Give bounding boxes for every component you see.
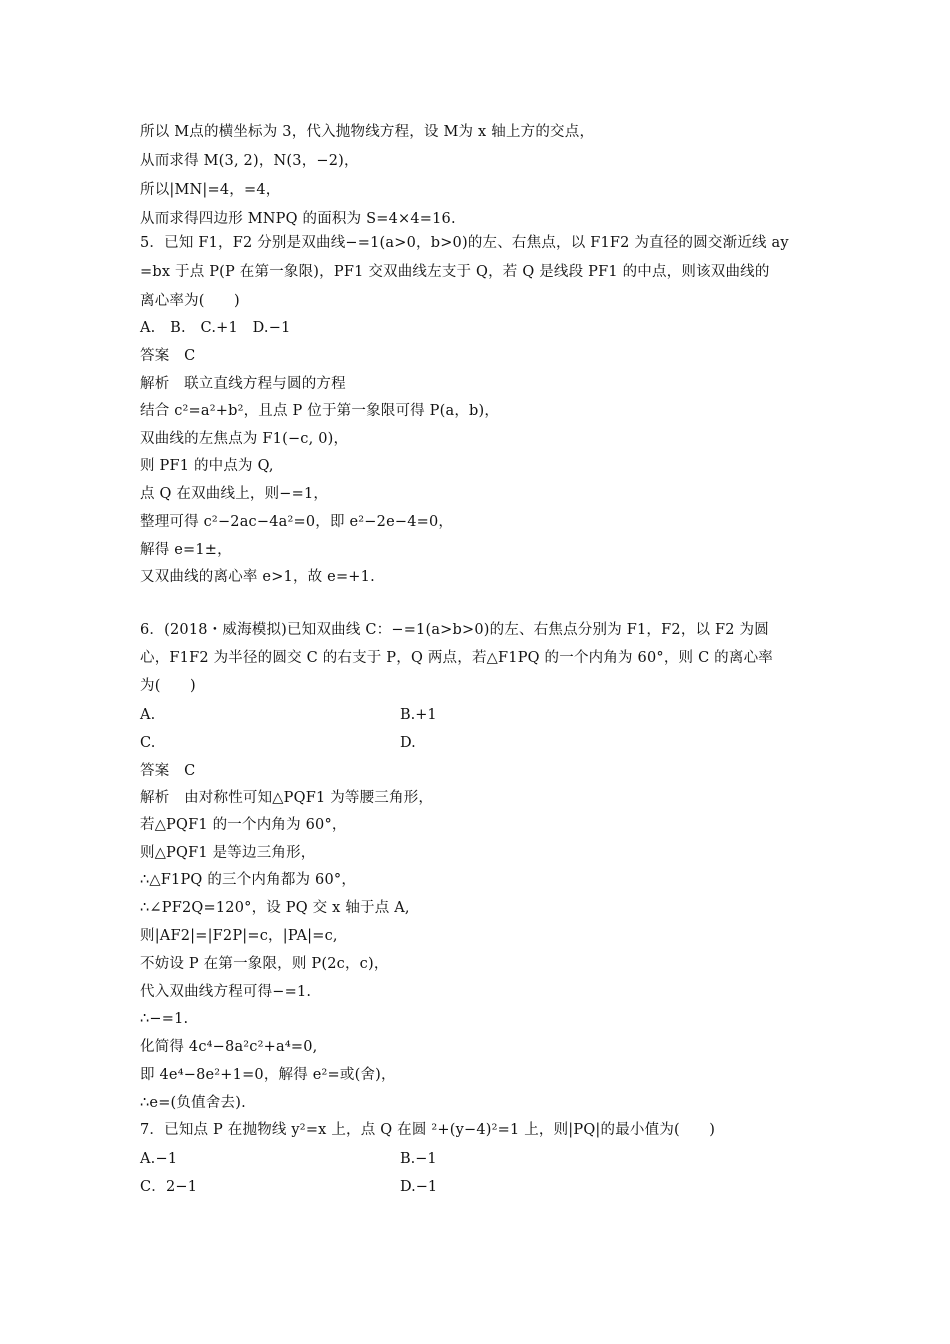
text-line: 双曲线的左焦点为 F1(−c, 0)， <box>140 431 349 447</box>
text-line: ∴−=1. <box>140 1011 189 1027</box>
text-line: 则△PQF1 是等边三角形， <box>140 845 316 861</box>
option-a: A. <box>140 707 156 723</box>
text-line: 从而求得四边形 MNPQ 的面积为 S=4×4=16. <box>140 211 456 227</box>
text-line: ∴e=(负值舍去). <box>140 1095 246 1111</box>
question-6-line: 6．(2018・威海模拟)已知双曲线 C：−=1(a>b>0)的左、右焦点分别为 F1，F2，以 F2 为圆 <box>140 622 769 638</box>
text-line: 即 4e⁴−8e²+1=0，解得 e²=或(舍)， <box>140 1067 396 1083</box>
option-b: B.−1 <box>400 1151 437 1167</box>
analysis-line: 解析 联立直线方程与圆的方程 <box>140 376 346 392</box>
question-7-line: 7．已知点 P 在抛物线 y²=x 上，点 Q 在圆 ²+(y−4)²=1 上，则|PQ|的最小值为( ) <box>140 1122 716 1138</box>
text-line: 不妨设 P 在第一象限，则 P(2c，c)， <box>140 956 389 972</box>
text-line: 点 Q 在双曲线上，则−=1， <box>140 486 329 502</box>
text-line: ∴∠PF2Q=120°，设 PQ 交 x 轴于点 A, <box>140 900 410 916</box>
text-line: 若△PQF1 的一个内角为 60°， <box>140 817 347 833</box>
text-line: 解得 e=1±， <box>140 542 232 558</box>
text-line: 化简得 4c⁴−8a²c²+a⁴=0, <box>140 1039 318 1055</box>
option-b: B.+1 <box>400 707 437 723</box>
analysis-line: 解析 由对称性可知△PQF1 为等腰三角形， <box>140 790 434 806</box>
option-a: A.−1 <box>140 1151 178 1167</box>
option-c: C．2−1 <box>140 1179 198 1195</box>
question-6-line: 为( ) <box>140 678 196 694</box>
option-c: C. <box>140 735 156 751</box>
text-line: 则 PF1 的中点为 Q, <box>140 458 274 474</box>
question-6-line: 心，F1F2 为半径的圆交 C 的右支于 P，Q 两点，若△F1PQ 的一个内角为 60°，则 C 的离心率 <box>140 650 773 666</box>
question-5-line: 5．已知 F1，F2 分别是双曲线−=1(a>0，b>0)的左、右焦点，以 F1F2 为直径的圆交渐近线 ay <box>140 235 789 251</box>
option-d: D.−1 <box>400 1179 438 1195</box>
text-line: 所以|MN|=4，=4， <box>140 182 281 198</box>
question-5-options: A. B. C.+1 D.−1 <box>140 320 291 336</box>
question-5-line: =bx 于点 P(P 在第一象限)，PF1 交双曲线左支于 Q，若 Q 是线段 PF1 的中点，则该双曲线的 <box>140 264 770 280</box>
option-d: D. <box>400 735 416 751</box>
text-line: 则|AF2|=|F2P|=c，|PA|=c, <box>140 928 338 944</box>
text-line: ∴△F1PQ 的三个内角都为 60°， <box>140 872 357 888</box>
text-line: 结合 c²=a²+b²，且点 P 位于第一象限可得 P(a，b)， <box>140 403 500 419</box>
question-5-line: 离心率为( ) <box>140 293 240 309</box>
text-line: 从而求得 M(3, 2)，N(3，−2)， <box>140 153 359 169</box>
text-line: 又双曲线的离心率 e>1，故 e=+1. <box>140 569 375 585</box>
text-line: 整理可得 c²−2ac−4a²=0，即 e²−2e−4=0， <box>140 514 454 530</box>
text-line: 代入双曲线方程可得−=1. <box>140 984 312 1000</box>
text-line: 所以 M点的横坐标为 3，代入抛物线方程，设 M为 x 轴上方的交点， <box>140 124 595 140</box>
answer-line: 答案 C <box>140 763 196 779</box>
answer-line: 答案 C <box>140 348 196 364</box>
